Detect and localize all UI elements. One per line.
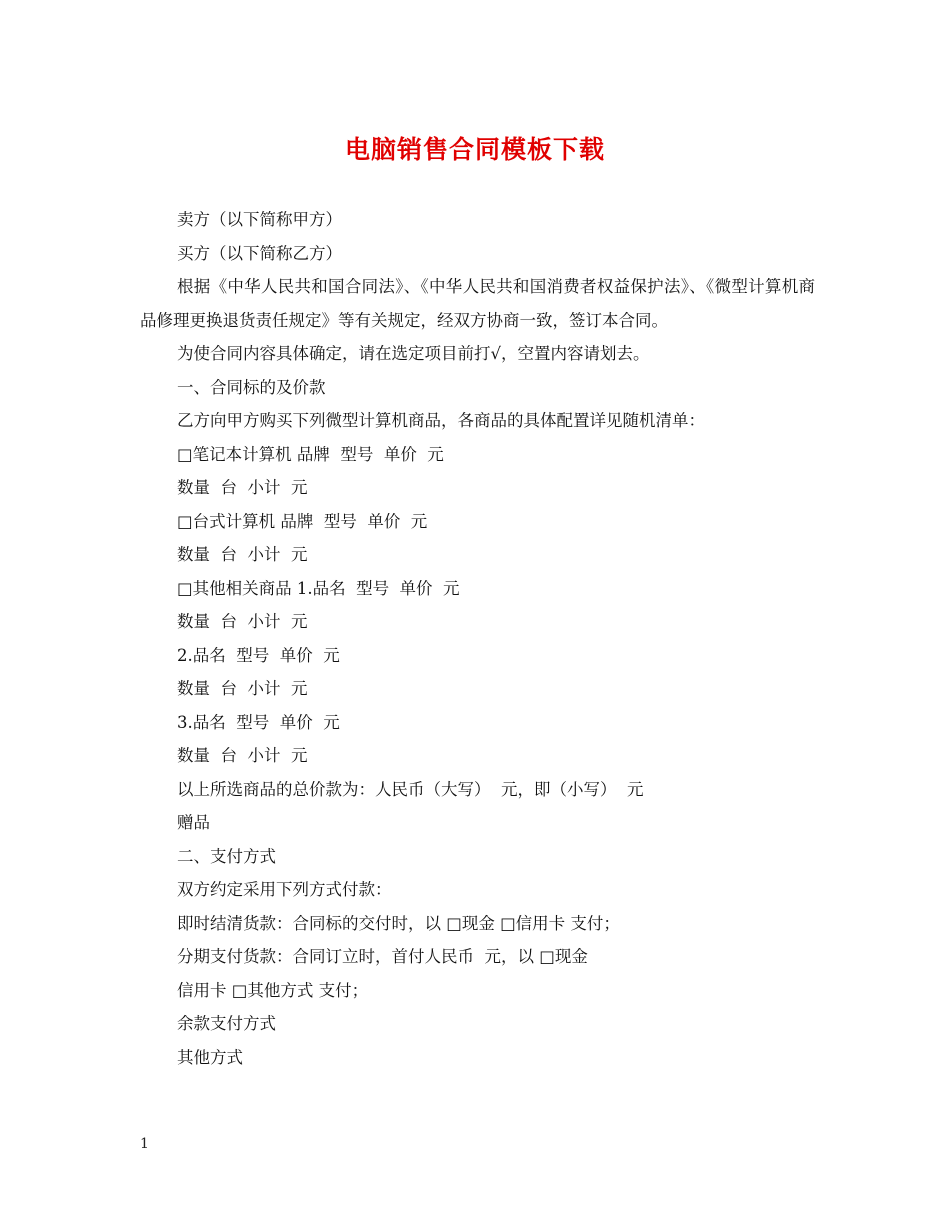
- paragraph-legal-basis: 根据《中华人民共和国合同法》、《中华人民共和国消费者权益保护法》、《微型计算机商品修理更换退货责任规定》等有关规定，经双方协商一致，签订本合同。: [140, 277, 815, 330]
- paragraph-gifts: 赠品: [177, 813, 210, 832]
- paragraph-purchase: 乙方向甲方购买下列微型计算机商品，各商品的具体配置详见随机清单：: [177, 411, 705, 430]
- page-number: 1: [140, 1136, 149, 1152]
- item-desktop-qty: 数量 台 小计 元: [177, 545, 308, 564]
- item-other-3: 3.品名 型号 单价 元: [177, 712, 340, 732]
- document-body: [140, 203, 815, 1074]
- section-heading-subject-price: 一、合同标的及价款: [177, 377, 326, 397]
- paragraph-installment-payment: 分期支付货款：合同订立时，首付人民币 元，以 □现金: [177, 947, 588, 966]
- paragraph-balance-payment: 余款支付方式: [177, 1014, 276, 1033]
- paragraph-immediate-payment: 即时结清货款：合同标的交付时，以 □现金 □信用卡 支付；: [177, 913, 620, 933]
- item-laptop: □笔记本计算机 品牌 型号 单价 元: [177, 444, 444, 464]
- paragraph-total-price: 以上所选商品的总价款为：人民币（大写） 元，即（小写） 元: [177, 779, 644, 799]
- item-other-2-qty: 数量 台 小计 元: [177, 679, 308, 698]
- item-other-1: □其他相关商品 1.品名 型号 单价 元: [177, 578, 460, 598]
- section-heading-payment: 二、支付方式: [177, 846, 276, 866]
- paragraph-payment-intro: 双方约定采用下列方式付款：: [177, 880, 392, 899]
- item-laptop-qty: 数量 台 小计 元: [177, 478, 308, 497]
- paragraph-seller: 卖方（以下简称甲方）: [177, 210, 342, 229]
- paragraph-instructions: 为使合同内容具体确定，请在选定项目前打√，空置内容请划去。: [177, 344, 650, 363]
- item-desktop: □台式计算机 品牌 型号 单价 元: [177, 511, 428, 531]
- paragraph-buyer: 买方（以下简称乙方）: [177, 243, 342, 263]
- paragraph-installment-methods: 信用卡 □其他方式 支付；: [177, 980, 369, 1000]
- item-other-2: 2.品名 型号 单价 元: [177, 645, 340, 665]
- item-other-3-qty: 数量 台 小计 元: [177, 746, 308, 765]
- document-title: 电脑销售合同模板下载: [344, 135, 605, 164]
- item-other-1-qty: 数量 台 小计 元: [177, 612, 308, 631]
- paragraph-other-methods: 其他方式: [177, 1047, 243, 1067]
